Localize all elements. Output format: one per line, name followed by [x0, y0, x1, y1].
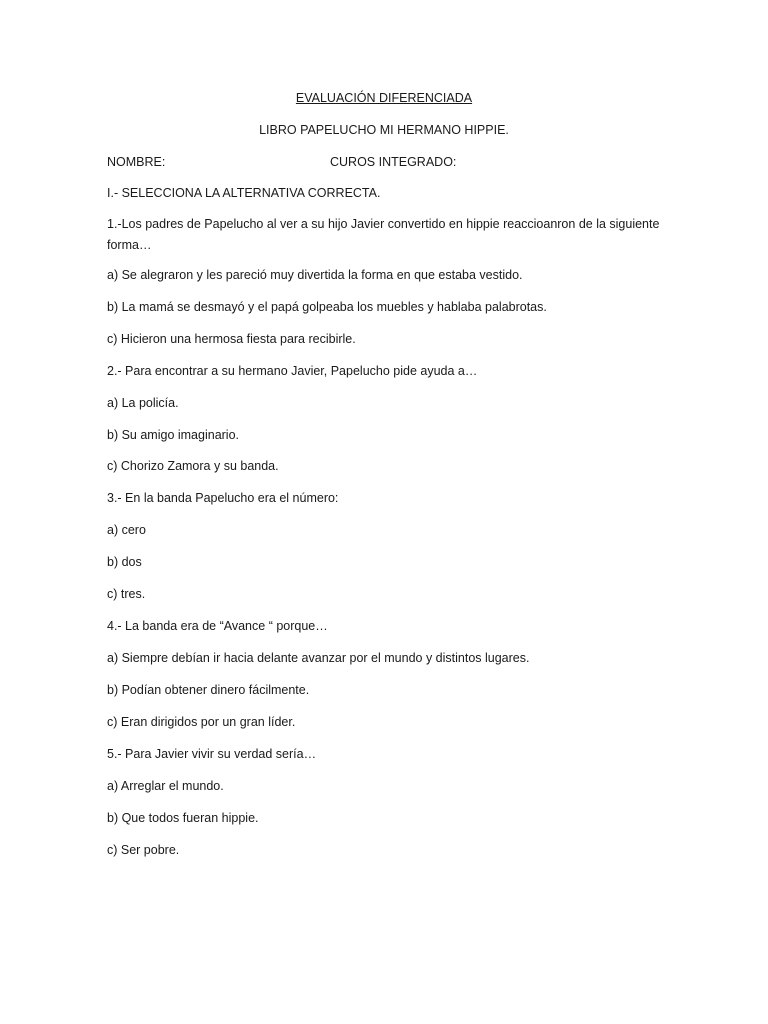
- question-2-option-c: c) Chorizo Zamora y su banda.: [107, 459, 279, 473]
- document-title: EVALUACIÓN DIFERENCIADA: [295, 91, 473, 105]
- course-label: CUROS INTEGRADO:: [330, 155, 457, 169]
- question-4-option-c: c) Eran dirigidos por un gran líder.: [107, 715, 296, 729]
- section-heading: I.- SELECCIONA LA ALTERNATIVA CORRECTA.: [107, 186, 381, 200]
- question-4-option-a: a) Siempre debían ir hacia delante avanzar por el mundo y distintos lugares.: [107, 651, 530, 665]
- question-4-prompt: 4.- La banda era de “Avance “ porque…: [107, 619, 328, 633]
- question-5-prompt: 5.- Para Javier vivir su verdad sería…: [107, 747, 317, 761]
- question-2-prompt: 2.- Para encontrar a su hermano Javier, Papelucho pide ayuda a…: [107, 364, 478, 378]
- question-5-option-b: b) Que todos fueran hippie.: [107, 811, 259, 825]
- question-3-option-b: b) dos: [107, 555, 142, 569]
- question-4-option-b: b) Podían obtener dinero fácilmente.: [107, 683, 310, 697]
- question-2-option-a: a) La policía.: [107, 396, 179, 410]
- question-5-option-c: c) Ser pobre.: [107, 843, 180, 857]
- question-1-option-c: c) Hicieron una hermosa fiesta para recibirle.: [107, 332, 356, 346]
- question-1-prompt: 1.-Los padres de Papelucho al ver a su hijo Javier convertido en hippie reaccioanron de la siguiente forma…: [107, 217, 660, 252]
- question-1-option-a: a) Se alegraron y les pareció muy divertida la forma en que estaba vestido.: [107, 268, 523, 282]
- question-1-option-b: b) La mamá se desmayó y el papá golpeaba los muebles y hablaba palabrotas.: [107, 300, 547, 314]
- question-3-option-a: a) cero: [107, 523, 146, 537]
- question-2-option-b: b) Su amigo imaginario.: [107, 428, 240, 442]
- document-subtitle: LIBRO PAPELUCHO MI HERMANO HIPPIE.: [259, 123, 509, 137]
- question-3-option-c: c) tres.: [107, 587, 146, 601]
- question-3-prompt: 3.- En la banda Papelucho era el número:: [107, 491, 339, 505]
- name-label: NOMBRE:: [107, 155, 166, 169]
- question-5-option-a: a) Arreglar el mundo.: [107, 779, 224, 793]
